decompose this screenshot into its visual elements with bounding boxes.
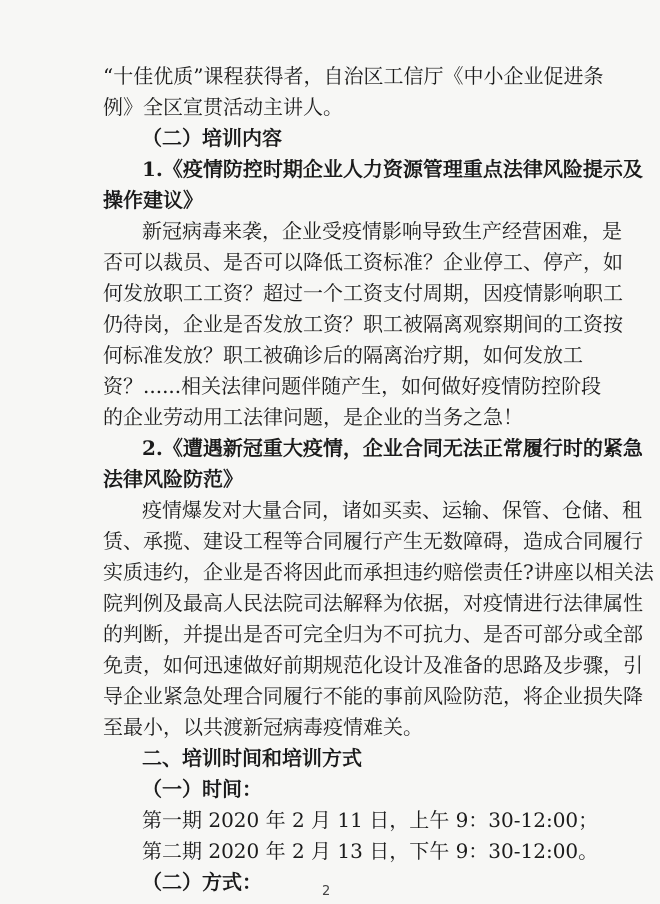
intro-line-2: 例》全区宣贯活动主讲人。 (103, 95, 343, 119)
item1-para-line-5: 何标准发放？职工被确诊后的隔离治疗期，如何发放工 (103, 343, 583, 367)
item2-title-line-2: 法律风险防范》 (103, 467, 243, 491)
item1-para-line-1: 新冠病毒来袭，企业受疫情影响导致生产经营困难，是 (142, 219, 622, 243)
session-1: 第一期 2020 年 2 月 11 日，上午 9：30-12:00； (142, 808, 599, 832)
item1-title-line-2: 操作建议》 (103, 188, 203, 212)
item2-para-line-6: 免责，如何迅速做好前期规范化设计及准备的思路及步骤，引 (103, 653, 643, 677)
session-2: 第二期 2020 年 2 月 13 日，下午 9：30-12:00。 (142, 839, 599, 863)
item2-para-line-5: 的判断，并提出是否可完全归为不可抗力、是否可部分或全部 (103, 622, 643, 646)
item1-para-line-7: 的企业劳动用工法律问题，是企业的当务之急！ (103, 405, 523, 429)
item1-title-line-1: 1.《疫情防控时期企业人力资源管理重点法律风险提示及 (142, 157, 643, 181)
item1-para-line-4: 仍待岗，企业是否发放工资？职工被隔离观察期间的工资按 (103, 312, 623, 336)
item1-para-line-6: 资？......相关法律问题伴随产生，如何做好疫情防控阶段 (103, 374, 602, 398)
item1-para-line-3: 何发放职工工资？超过一个工资支付周期，因疫情影响职工 (103, 281, 623, 305)
subheading-method: （二）方式： (142, 870, 262, 894)
intro-line-1: “十佳优质”课程获得者，自治区工信厅《中小企业促进条 (103, 64, 604, 88)
section-heading-time: 二、培训时间和培训方式 (142, 746, 362, 770)
item1-para-line-2: 否可以裁员、是否可以降低工资标准？企业停工、停产，如 (103, 250, 623, 274)
item2-para-line-7: 导企业紧急处理合同履行不能的事前风险防范，将企业损失降 (103, 684, 643, 708)
section-heading-content: （二）培训内容 (142, 126, 282, 150)
item2-para-line-8: 至最小，以共渡新冠病毒疫情难关。 (103, 715, 423, 739)
item2-para-line-3: 实质违约，企业是否将因此而承担违约赔偿责任?讲座以相关法 (103, 560, 654, 584)
subheading-time: （一）时间： (142, 777, 262, 801)
item2-title-line-1: 2.《遭遇新冠重大疫情，企业合同无法正常履行时的紧急 (142, 436, 643, 460)
item2-para-line-1: 疫情爆发对大量合同，诸如买卖、运输、保管、仓储、租 (142, 498, 642, 522)
page-number: 2 (322, 884, 331, 899)
item2-para-line-4: 院判例及最高人民法院司法解释为依据，对疫情进行法律属性 (103, 591, 643, 615)
item2-para-line-2: 赁、承揽、建设工程等合同履行产生无数障碍，造成合同履行 (103, 529, 643, 553)
